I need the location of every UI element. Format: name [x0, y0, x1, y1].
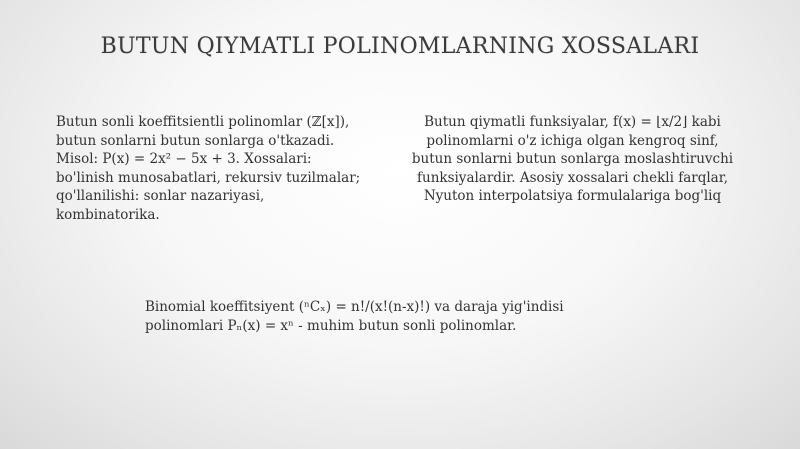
- left-text-line: Butun sonli koeffitsientli polinomlar (ℤ[x]),: [56, 114, 350, 130]
- left-text-line: kombinatorika.: [56, 206, 160, 223]
- slide-title: BUTUN QIYMATLI POLINOMLARNING XOSSALARI: [100, 34, 700, 59]
- bottom-text-block: [145, 298, 705, 335]
- left-text-line: Misol: P(x) = 2x² − 5x + 3. Xossalari:: [56, 151, 312, 167]
- left-text-block: [56, 113, 386, 224]
- bottom-text-line: Binomial koeffitsiyent (ⁿCₓ) = n!/(x!(n-x)!) va daraja yig'indisi: [145, 299, 564, 315]
- right-text-line: polinomlarni o'z ichiga olgan kengroq sinf,: [426, 132, 719, 149]
- left-text-line: butun sonlarni butun sonlarga o'tkazadi.: [56, 132, 335, 149]
- right-text-line: Nyuton interpolatsiya formulalariga bog'liq: [423, 188, 722, 204]
- left-text-line: bo'linish munosabatlari, rekursiv tuzilmalar;: [56, 169, 361, 186]
- right-text-block: [400, 113, 745, 206]
- bottom-text-line: polinomlari Pₙ(x) = xⁿ - muhim butun sonli polinomlar.: [145, 317, 517, 334]
- right-text-line: Butun qiymatli funksiyalar, f(x) = ⌊x/2⌋ kabi: [424, 114, 721, 130]
- left-text-line: qo'llanilishi: sonlar nazariyasi,: [56, 188, 265, 204]
- right-text-line: funksiyalardir. Asosiy xossalari chekli farqlar,: [417, 169, 728, 186]
- right-text-line: butun sonlarni butun sonlarga moslashtiruvchi: [411, 151, 734, 167]
